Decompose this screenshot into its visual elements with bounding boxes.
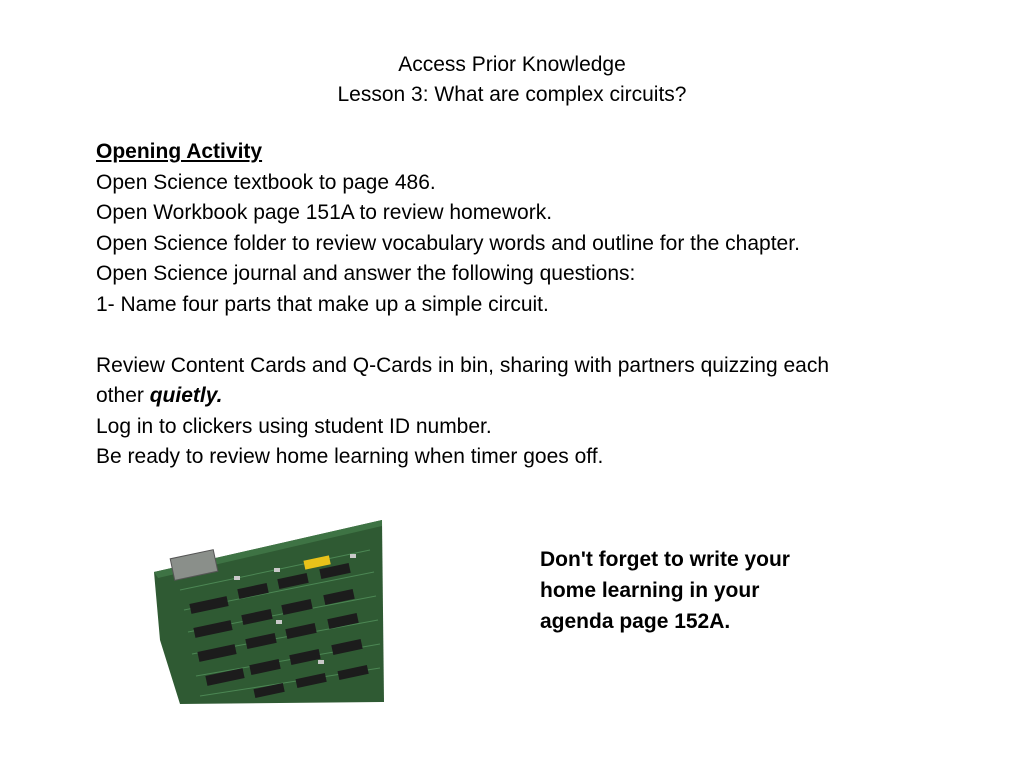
review-line-2 xyxy=(96,381,926,412)
slide-body xyxy=(96,137,926,473)
review-line-1: Review Content Cards and Q-Cards in bin, sharing with partners quizzing each xyxy=(96,353,830,377)
review-line-2-prefix: other xyxy=(96,384,150,407)
quietly-emphasis: quietly. xyxy=(149,384,223,407)
instruction-line: Open Science folder to review vocabulary words and outline for the chapter. xyxy=(96,231,800,255)
reminder-line-3: agenda page 152A. xyxy=(540,610,731,633)
reminder-line-1: Don't forget to write your xyxy=(540,548,790,571)
slide-title xyxy=(0,50,1024,110)
home-learning-reminder xyxy=(540,544,840,637)
review-line-3: Log in to clickers using student ID number. xyxy=(96,414,492,438)
instruction-line: Open Science textbook to page 486. xyxy=(96,170,436,194)
title-line-2: Lesson 3: What are complex circuits? xyxy=(337,83,687,106)
paragraph-spacer xyxy=(96,320,926,351)
review-line-4: Be ready to review home learning when timer goes off. xyxy=(96,445,604,468)
instruction-line: Open Science journal and answer the following questions: xyxy=(96,262,636,285)
opening-activity-heading: Opening Activity xyxy=(96,140,263,163)
title-line-1: Access Prior Knowledge xyxy=(398,53,626,76)
reminder-line-2: home learning in your xyxy=(540,579,760,602)
instruction-line: Open Workbook page 151A to review homework. xyxy=(96,201,553,224)
question-line: 1- Name four parts that make up a simple circuit. xyxy=(96,292,549,316)
circuit-board-image xyxy=(150,520,386,704)
